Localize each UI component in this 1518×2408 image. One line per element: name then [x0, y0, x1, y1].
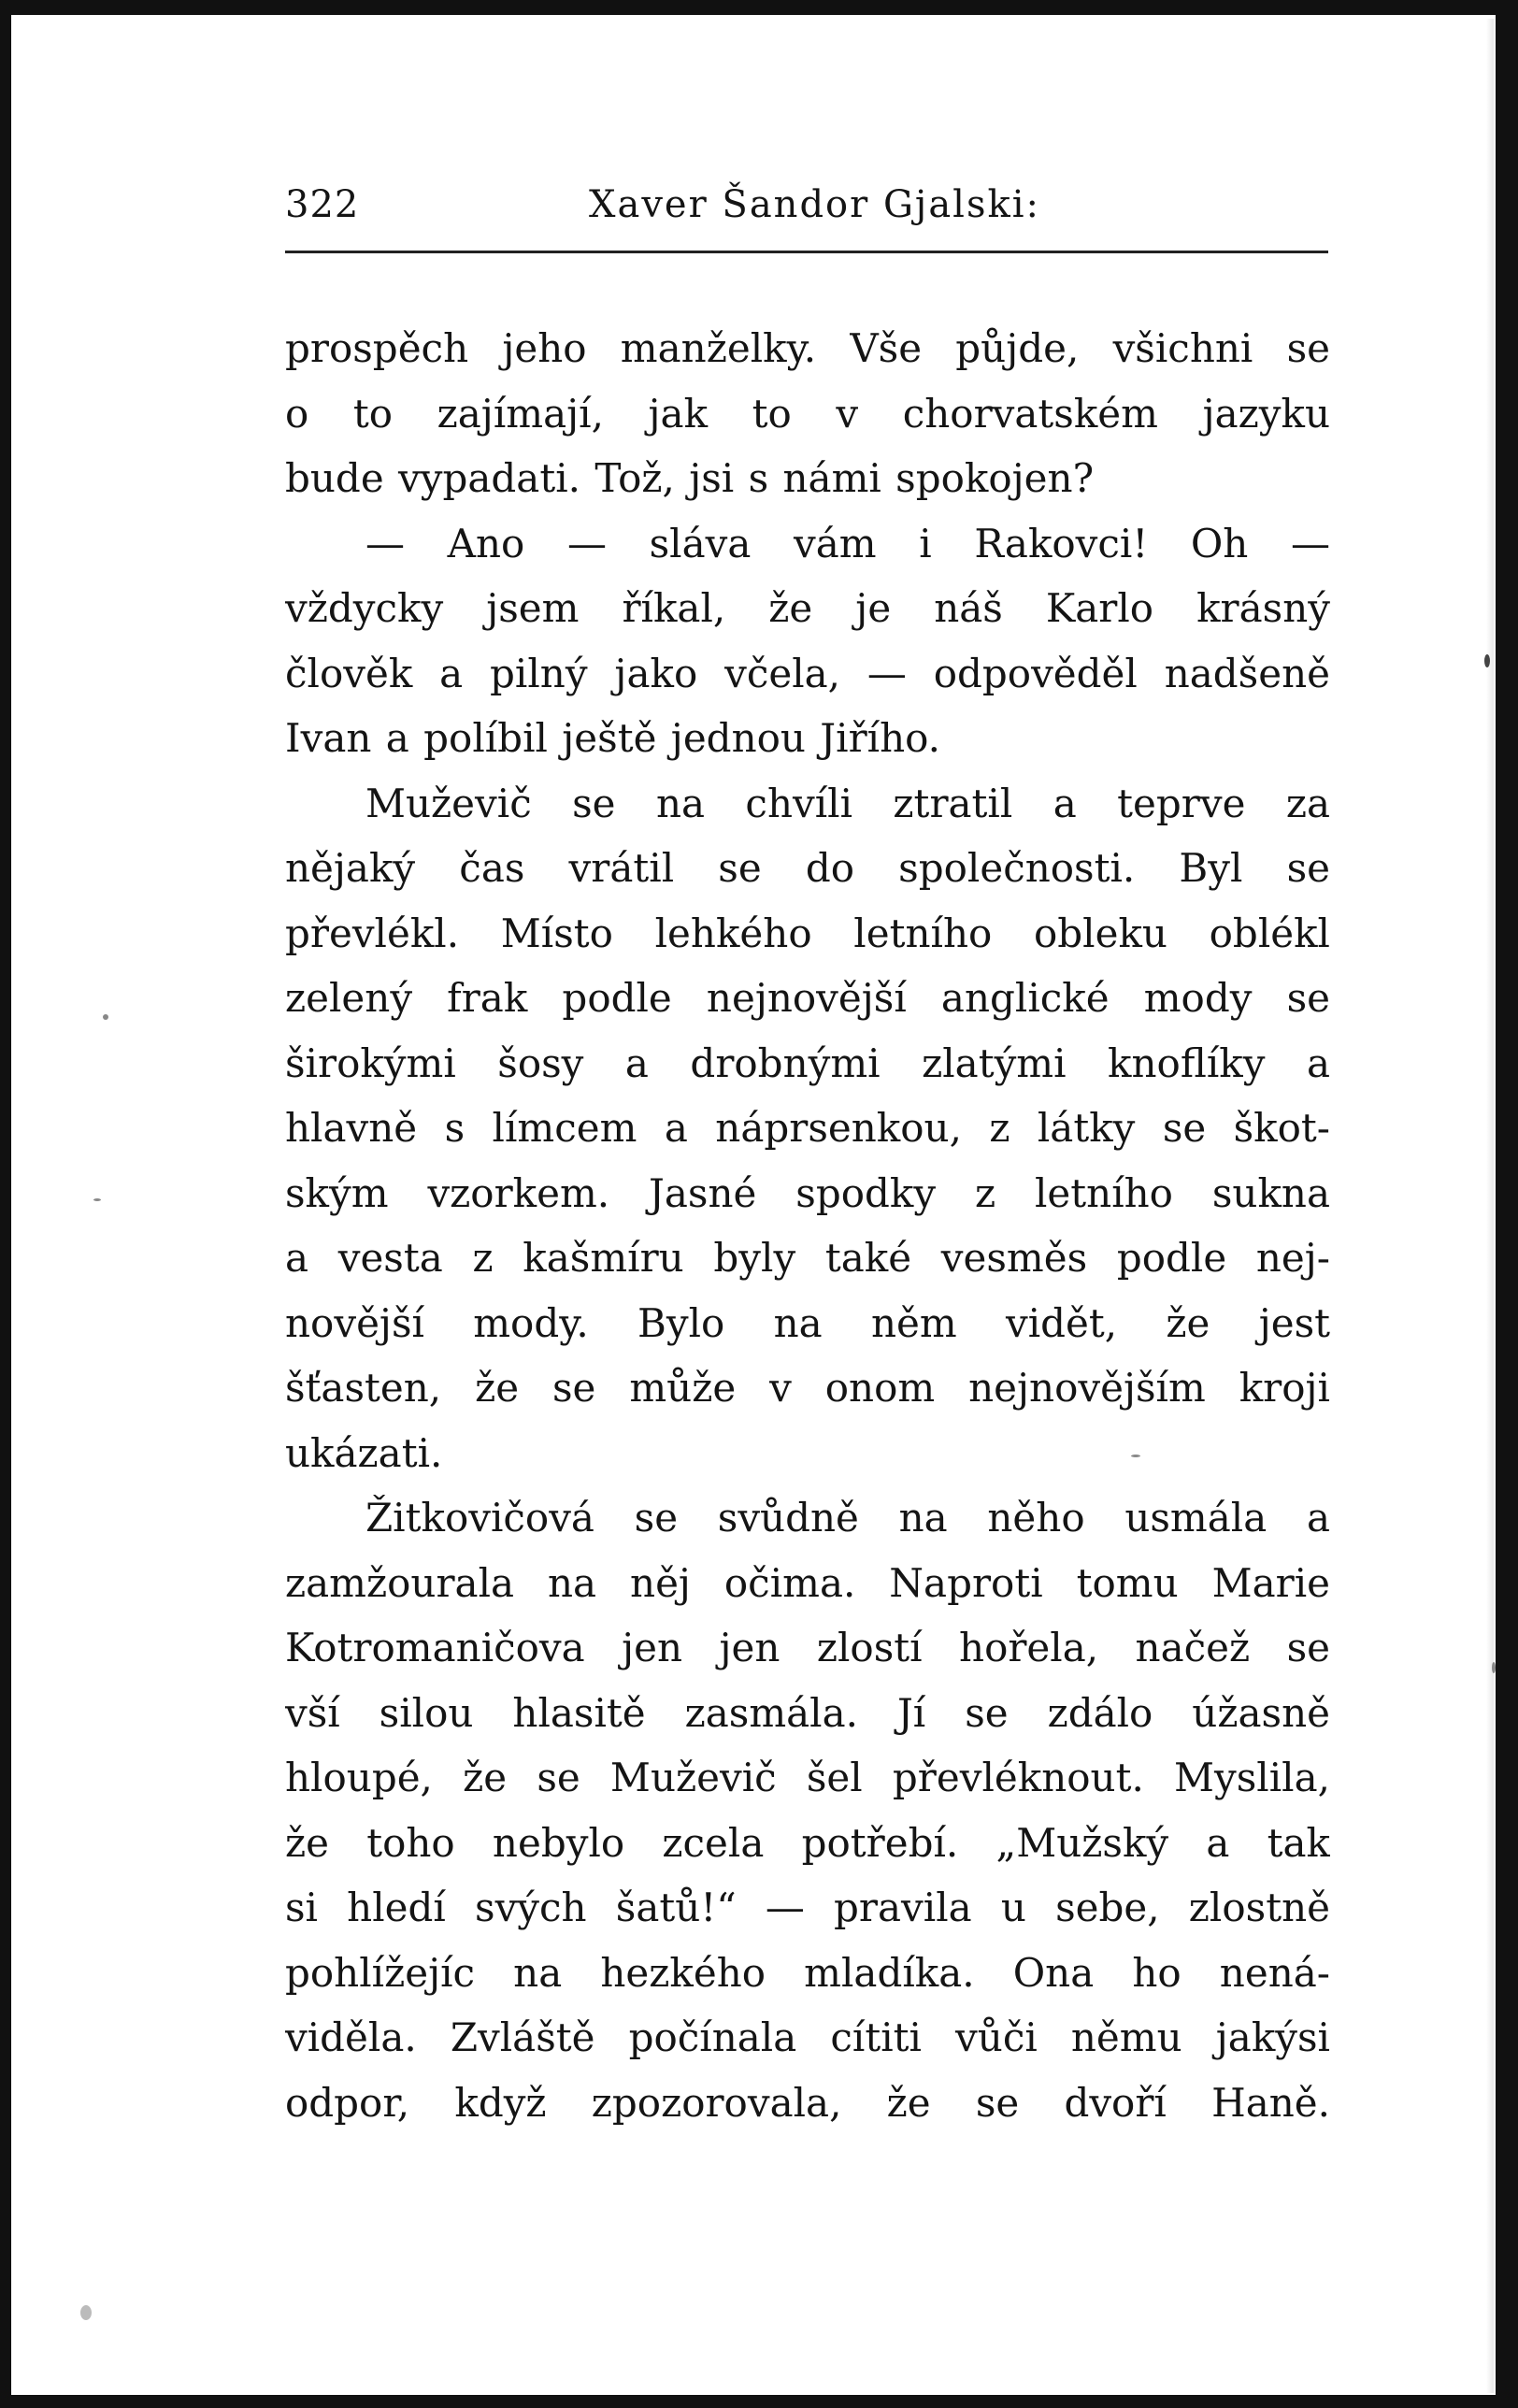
text-line: Žitkovičová se svůdně na něho usmála a — [365, 1495, 1330, 1541]
page-number: 322 — [285, 183, 360, 226]
page-edge-shadow — [1486, 19, 1494, 2393]
scan-border-top — [0, 0, 1518, 15]
scan-speck — [93, 1198, 101, 1201]
text-line: šťasten, že se může v onom nejnovějším kroji — [285, 1365, 1330, 1411]
text-line: vší silou hlasitě zasmála. Jí se zdálo úžasně — [285, 1689, 1330, 1736]
text-line: — Ano — sláva vám i Rakovci! Oh — — [365, 520, 1330, 566]
text-line: si hledí svých šatů!“ — pravila u sebe, zlostně — [285, 1885, 1330, 1930]
scan-border-bottom — [0, 2395, 1518, 2408]
text-line: zelený frak podle nejnovější anglické mody se — [285, 975, 1330, 1021]
scan-border-right — [1496, 0, 1518, 2408]
text-line: novější mody. Bylo na něm vidět, že jest — [285, 1299, 1330, 1346]
text-line: pohlížejíc na hezkého mladíka. Ona ho nená- — [285, 1949, 1330, 1996]
text-line: ukázati. — [285, 1429, 443, 1476]
text-line: nějaký čas vrátil se do společnosti. Byl se — [285, 845, 1330, 891]
text-line: člověk a pilný jako včela, — odpověděl nadšeně — [285, 650, 1330, 696]
body-text — [285, 316, 1330, 2135]
text-line: odpor, když zpozorovala, že se dvoří Haně. — [285, 2079, 1330, 2126]
text-line: a vesta z kašmíru byly také vesměs podle nej- — [285, 1235, 1330, 1281]
text-line: prospěch jeho manželky. Vše půjde, všichni se — [285, 325, 1330, 371]
text-line: že toho nebylo zcela potřebí. „Mužský a tak — [285, 1819, 1330, 1866]
text-line: ským vzorkem. Jasné spodky z letního sukna — [285, 1169, 1330, 1216]
text-line: Muževič se na chvíli ztratil a teprve za — [365, 780, 1330, 826]
text-line: Kotromaničova jen jen zlostí hořela, načež se — [285, 1625, 1330, 1670]
text-line: bude vypadati. Tož, jsi s námi spokojen? — [285, 455, 1095, 501]
text-line: zamžourala na něj očima. Naproti tomu Marie — [285, 1559, 1330, 1606]
text-line: o to zajímají, jak to v chorvatském jazyku — [285, 390, 1330, 437]
scan-border-left — [0, 0, 11, 2408]
text-line: viděla. Zvláště počínala cítiti vůči němu jakýsi — [285, 2014, 1330, 2060]
text-line: hlavně s límcem a náprsenkou, z látky se škot- — [285, 1105, 1330, 1151]
page-header — [285, 183, 1332, 239]
scan-speck — [80, 2305, 92, 2320]
header-rule — [285, 251, 1328, 253]
scan-speck — [1484, 654, 1490, 667]
running-head: Xaver Šandor Gjalski: — [589, 183, 1040, 226]
text-line: vždycky jsem říkal, že je náš Karlo krásný — [285, 585, 1330, 631]
text-line: převlékl. Místo lehkého letního obleku oblékl — [285, 910, 1330, 956]
text-line: širokými šosy a drobnými zlatými knoflíky a — [285, 1039, 1330, 1086]
text-line: Ivan a políbil ještě jednou Jiřího. — [285, 715, 941, 761]
scan-speck — [1492, 1662, 1496, 1673]
scan-speck — [103, 1014, 108, 1020]
text-line: hloupé, že se Muževič šel převléknout. Myslila, — [285, 1755, 1330, 1800]
